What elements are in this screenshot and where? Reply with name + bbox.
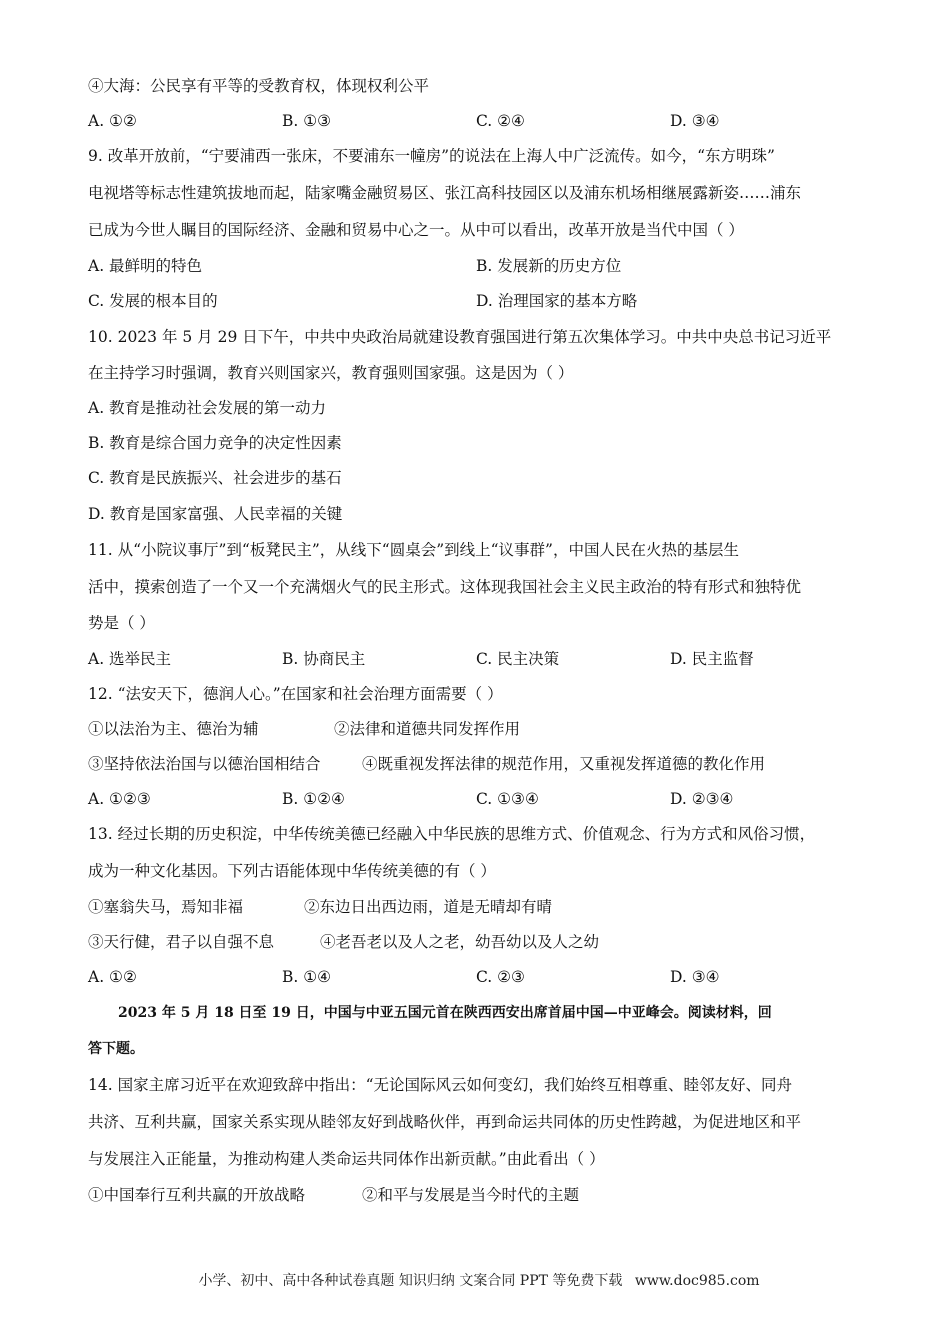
q11-stem-2: 活中，摸索创造了一个又一个充满烟火气的民主形式。这体现我国社会主义民主政治的特有形式和独特优: [88, 578, 802, 596]
q11-option-d: D. 民主监督: [670, 650, 754, 668]
q10-stem-1: 10. 2023 年 5 月 29 日下午，中共中央政治局就建设教育强国进行第五次集体学习。中共中央总书记习近平: [88, 328, 832, 346]
q12-item-3: ③坚持依法治国与以德治国相结合: [88, 755, 321, 773]
q8-option-c: C. ②④: [476, 112, 525, 130]
q12-item-1: ①以法治为主、德治为辅: [88, 720, 259, 738]
q11-option-b: B. 协商民主: [282, 650, 366, 668]
q10-option-c: C. 教育是民族振兴、社会进步的基石: [88, 469, 342, 487]
q12-stem: 12. “法安天下，德润人心。”在国家和社会治理方面需要（ ）: [88, 685, 503, 703]
q9-stem-3: 已成为今世人瞩目的国际经济、金融和贸易中心之一。从中可以看出，改革开放是当代中国（ ）: [88, 221, 744, 239]
q12-option-d: D. ②③④: [670, 790, 734, 808]
q13-item-2: ②东边日出西边雨，道是无晴却有晴: [304, 898, 553, 916]
q10-option-b: B. 教育是综合国力竞争的决定性因素: [88, 434, 342, 452]
q11-stem-3: 势是（ ）: [88, 614, 155, 632]
q12-option-b: B. ①②④: [282, 790, 345, 808]
q12-option-a: A. ①②③: [88, 790, 151, 808]
q14-item-1: ①中国奉行互利共赢的开放战略: [88, 1186, 306, 1204]
q13-stem-1: 13. 经过长期的历史积淀，中华传统美德已经融入中华民族的思维方式、价值观念、行为方式和风俗习惯，: [88, 825, 816, 843]
q11-option-c: C. 民主决策: [476, 650, 560, 668]
q9-stem-1: 9. 改革开放前，“宁要浦西一张床，不要浦东一幢房”的说法在上海人中广泛流传。如今，“东方明珠”: [88, 147, 775, 165]
q12-item-2: ②法律和道德共同发挥作用: [334, 720, 521, 738]
q9-option-b: B. 发展新的历史方位: [476, 257, 622, 275]
footer-site-link[interactable]: www.doc985.com: [634, 1273, 760, 1289]
q8-option-a: A. ①②: [88, 112, 137, 130]
q8-option-d: D. ③④: [670, 112, 720, 130]
q9-stem-2: 电视塔等标志性建筑拔地而起，陆家嘴金融贸易区、张江高科技园区以及浦东机场相继展露新姿……浦东: [88, 184, 802, 202]
q14-stem-3: 与发展注入正能量，为推动构建人类命运共同体作出新贡献。”由此看出（ ）: [88, 1150, 605, 1168]
q14-stem-2: 共济、互利共赢，国家关系实现从睦邻友好到战略伙伴，再到命运共同体的历史性跨越，为促进地区和平: [88, 1113, 802, 1131]
q13-option-d: D. ③④: [670, 968, 720, 986]
q10-stem-2: 在主持学习时强调，教育兴则国家兴，教育强则国家强。这是因为（ ）: [88, 364, 574, 382]
q13-item-1: ①塞翁失马，焉知非福: [88, 898, 244, 916]
footer-text: 小学、初中、高中各种试卷真题 知识归纳 文案合同 PPT 等免费下载: [198, 1273, 623, 1289]
page-footer: [0, 1270, 950, 1290]
q9-option-a: A. 最鲜明的特色: [88, 257, 203, 275]
q9-option-d: D. 治理国家的基本方略: [476, 292, 638, 310]
q14-stem-1: 14. 国家主席习近平在欢迎致辞中指出：“无论国际风云如何变幻，我们始终互相尊重、睦邻友好、同舟: [88, 1076, 793, 1094]
material-line-1: 2023 年 5 月 18 日至 19 日，中国与中亚五国元首在陕西西安出席首届中国—中亚峰会。阅读材料，回: [118, 1005, 772, 1021]
q13-option-a: A. ①②: [88, 968, 137, 986]
q9-option-c: C. 发展的根本目的: [88, 292, 218, 310]
q11-stem-1: 11. 从“小院议事厅”到“板凳民主”，从线下“圆桌会”到线上“议事群”，中国人民在火热的基层生: [88, 541, 739, 559]
q12-option-c: C. ①③④: [476, 790, 539, 808]
q12-item-4: ④既重视发挥法律的规范作用，又重视发挥道德的教化作用: [362, 755, 766, 773]
q10-option-d: D. 教育是国家富强、人民幸福的关键: [88, 505, 343, 523]
q13-stem-2: 成为一种文化基因。下列古语能体现中华传统美德的有（ ）: [88, 862, 496, 880]
q8-option-b: B. ①③: [282, 112, 332, 130]
q13-option-c: C. ②③: [476, 968, 525, 986]
q10-option-a: A. 教育是推动社会发展的第一动力: [88, 399, 327, 417]
q13-item-3: ③天行健，君子以自强不息: [88, 933, 275, 951]
q8-item-4: ④大海：公民享有平等的受教育权，体现权利公平: [88, 77, 430, 95]
q11-option-a: A. 选举民主: [88, 650, 172, 668]
material-line-2: 答下题。: [88, 1041, 144, 1057]
q14-item-2: ②和平与发展是当今时代的主题: [362, 1186, 580, 1204]
q13-item-4: ④老吾老以及人之老，幼吾幼以及人之幼: [320, 933, 600, 951]
q13-option-b: B. ①④: [282, 968, 332, 986]
